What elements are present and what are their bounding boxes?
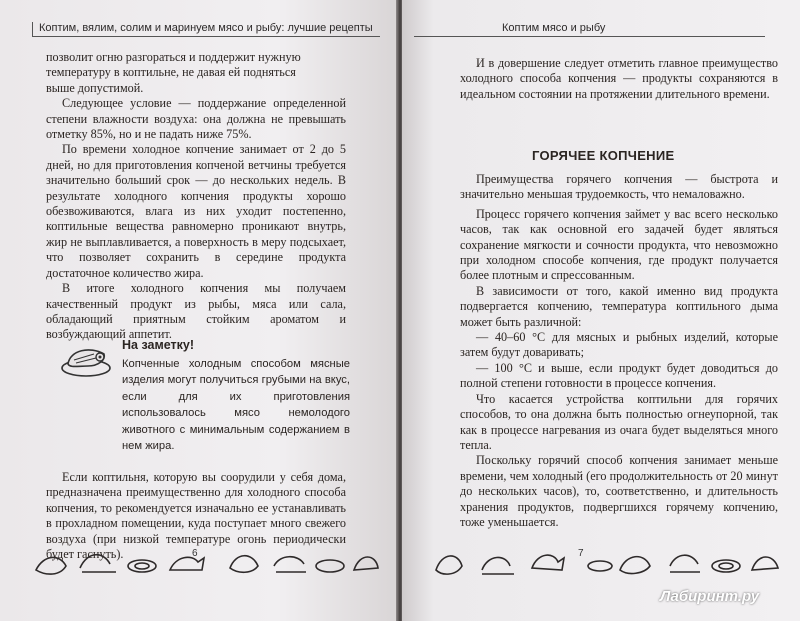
- watermark-logo: Лабиринт.ру: [660, 588, 760, 605]
- left-page: [0, 0, 398, 621]
- note-title: На заметку!: [122, 338, 194, 352]
- paragraph: В итоге холодного копчения мы получаем качественный продукт из рыбы, мяса или сала, обладающий приятным стойким ароматом и возбуждающий аппетит.: [46, 281, 346, 342]
- running-header: Коптим, вялим, солим и маринуем мясо и рыбу: лучшие рецепты: [32, 22, 380, 37]
- paragraph: Следующее условие — поддержание определенной степени влажности воздуха: она должна не превышать отметку 85%, но и не падать ниже 75%.: [46, 96, 346, 142]
- paragraph: Что касается устройства коптильни для горячих способов, то она должна быть полностью огнеупорной, так как в процессе нагревания из очага будет выделяться много тепла.: [460, 391, 778, 452]
- page-number: 6: [192, 548, 198, 559]
- paragraph: По времени холодное копчение занимает от 2 до 5 дней, но для приготовления копченой ветчины требуется значительно больший срок — до нескольких недель. В результате холодного копчения продукты хорошо обезвоживаются, влага из них уходит постепенно, коптильные вещества равномерно проникают внутрь, жир не выплавливается, а поверхность в меру подсыхает, что позволяет сохранить в середине продукта достаточное количество жира.: [46, 142, 346, 280]
- paragraph: В зависимости от того, какой именно вид продукта подвергается копчению, температура коптильного дыма может быть различной:: [460, 283, 778, 329]
- running-header: Коптим мясо и рыбу: [414, 22, 765, 37]
- text-line: позволит огню разгораться и поддержит нужную: [46, 50, 301, 64]
- list-item: — 40–60 °С для мясных и рыбных изделий, которые затем будут доваривать;: [460, 330, 778, 360]
- smoked-fish-roll-icon: [60, 342, 112, 378]
- text-line: выше допустимой.: [46, 80, 144, 95]
- left-body-text: [46, 50, 346, 343]
- paragraph: Если коптильня, которую вы соорудили у себя дома, предназначена преимущественно для холодного способа копчения, то рекомендуется изначально ее устанавливать в прохладном помещении, куда поступает много свежего воздуха (при низкой температуре огонь периодически будет гаснуть).: [46, 470, 346, 562]
- fish-ornament-border: [30, 540, 382, 580]
- paragraph: Процесс горячего копчения займет у вас всего несколько часов, так как основной его задачей будет являться сохранение мягкости и сочности продукта, что невозможно при холодном способе копчения, где продукт получается более плотным и спрессованным.: [460, 206, 778, 283]
- list-item: — 100 °С и выше, если продукт будет доводиться до полной степени готовности в процессе копчения.: [460, 360, 778, 391]
- section-heading: ГОРЯЧЕЕ КОПЧЕНИЕ: [532, 148, 675, 163]
- text-line: температуру в коптильне, не давая ей подняться: [46, 65, 296, 80]
- right-body-text-top: [460, 56, 778, 102]
- paragraph: Поскольку горячий способ копчения занимает меньше времени, чем холодный (его продолжительность от 20 минут до нескольких часов), то, соответственно, и длительность хранения продуктов, подвергшихся горячему копчению, тоже уменьшается.: [460, 453, 778, 529]
- paragraph: И в довершение следует отметить главное преимущество холодного способа копчения — продукты сохраняются в идеальном состоянии на протяжении длительного времени.: [460, 56, 778, 101]
- right-body-text: [460, 172, 778, 530]
- fish-ornament-border: [422, 540, 782, 580]
- page-number: 7: [578, 548, 584, 559]
- note-body: Копченные холодным способом мясные изделия могут получиться грубыми на вкус, если для их приготовления использовалось мясо немолодого животного с минимальным содержанием в нем жира.: [122, 358, 350, 453]
- right-page: [402, 0, 800, 621]
- paragraph: Преимущества горячего копчения — быстрота и значительно меньшая трудоемкость, что немаловажно.: [460, 172, 778, 202]
